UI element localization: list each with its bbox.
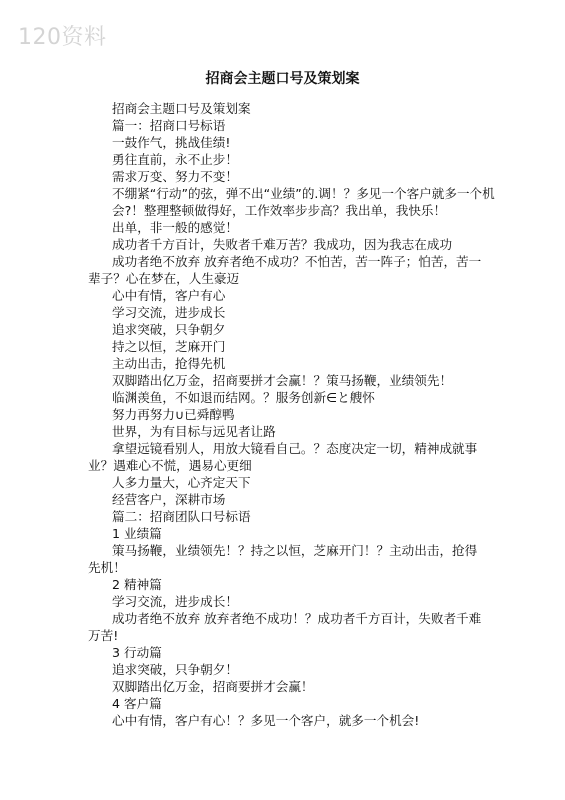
body-paragraph: 一鼓作气，挑战佳绩! xyxy=(112,135,231,150)
body-paragraph: 成功者绝不放弃 放弃者绝不成功？不怕苦，苦一阵子；怕苦，苦一辈子？心在梦在，人生豪迈 xyxy=(88,254,482,286)
body-paragraph: 持之以恒，芝麻开门 xyxy=(112,339,226,354)
body-paragraph: 追求突破，只争朝夕 xyxy=(112,322,226,337)
section-heading: 篇一：招商口号标语 xyxy=(112,118,226,133)
watermark-logo: 120资料 xyxy=(18,25,107,50)
body-paragraph: 努力再努力∪已舜醇鸭 xyxy=(112,407,235,422)
body-paragraph: 成功者千方百计，失败者千难万苦？我成功，因为我志在成功 xyxy=(112,237,453,252)
body-paragraph: 学习交流，进步成长 xyxy=(112,305,226,320)
body-paragraph: 世界，为有目标与远见者让路 xyxy=(112,424,276,439)
document-body xyxy=(88,100,495,729)
body-paragraph: 双脚踏出亿万金，招商要拼才会赢！ xyxy=(112,679,314,694)
body-paragraph: 拿望远镜看别人，用放大镜看自己。？态度决定一切，精神成就事业？遇难心不慌，遇易心更细 xyxy=(88,441,478,473)
subsection-heading: 2 精神篇 xyxy=(112,577,162,592)
body-paragraph: 追求突破，只争朝夕！ xyxy=(112,662,238,677)
body-paragraph: 策马扬鞭，业绩领先！？持之以恒，芝麻开门！？主动出击，抢得先机！ xyxy=(88,543,478,575)
subsection-heading: 1 业绩篇 xyxy=(112,526,162,541)
subsection-heading: 3 行动篇 xyxy=(112,645,162,660)
body-paragraph: 需求万变、努力不变！ xyxy=(112,169,238,184)
body-paragraph: 不绷紧“行动”的弦，弹不出“业绩”的.调！？多见一个客户就多一个机会?！整理整顿做得好，工作效率步步高？我出单，我快乐！ xyxy=(112,186,495,218)
body-paragraph: 成功者绝不放弃 放弃者绝不成功！？成功者千方百计，失败者千难万苦! xyxy=(88,611,482,643)
body-paragraph: 主动出击，抢得先机 xyxy=(112,356,226,371)
body-paragraph: 心中有情，客户有心 xyxy=(112,288,226,303)
body-paragraph: 出单，非一般的感觉！ xyxy=(112,220,238,235)
document-title: 招商会主题口号及策划案 xyxy=(205,71,360,87)
section-heading: 篇二：招商团队口号标语 xyxy=(112,509,251,524)
body-paragraph: 招商会主题口号及策划案 xyxy=(112,101,251,116)
body-paragraph: 勇往直前，永不止步！ xyxy=(112,152,238,167)
body-paragraph: 经营客户，深耕市场 xyxy=(112,492,226,507)
body-paragraph: 双脚踏出亿万金，招商要拼才会赢！？策马扬鞭，业绩领先！ xyxy=(112,373,453,388)
body-paragraph: 临渊羡鱼，不如退而结网。？服务创新∈と艘怀 xyxy=(112,390,375,405)
body-paragraph: 学习交流，进步成长！ xyxy=(112,594,238,609)
body-paragraph: 心中有情，客户有心！？多见一个客户，就多一个机会! xyxy=(112,713,420,728)
subsection-heading: 4 客户篇 xyxy=(112,696,162,711)
body-paragraph: 人多力量大，心齐定天下 xyxy=(112,475,251,490)
